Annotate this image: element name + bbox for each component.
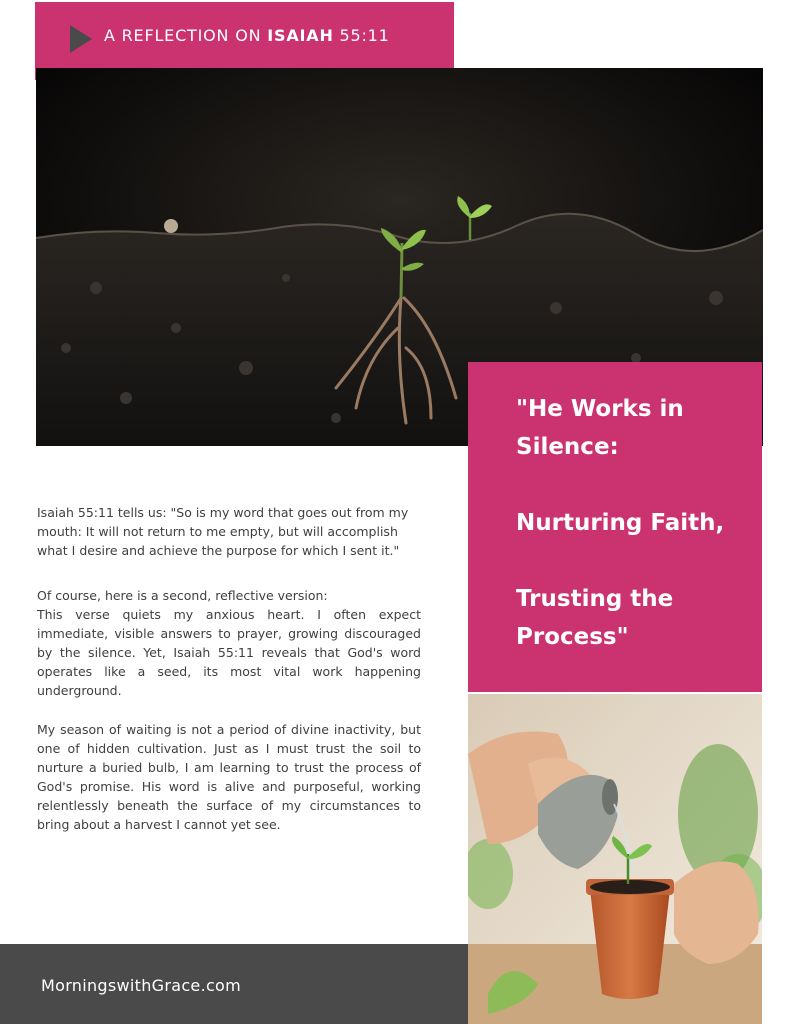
quote-line-6: Trusting the — [516, 586, 674, 612]
header-title — [104, 26, 390, 45]
paragraph-scripture: Isaiah 55:11 tells us: "So is my word that goes out from my mouth: It will not return to me empty, but will accomplish what I desire and achieve the purpose for which I sent it." — [37, 505, 409, 558]
quote-line-3 — [516, 466, 742, 504]
paragraph-waiting: My season of waiting is not a period of divine inactivity, but one of hidden cultivation. Just as I must trust the soil to nurture a buried bulb, I am learning to trust the process of God's promise. His word is alive and purposeful, working relentlessly beneath the surface of my circumstances to bring about a harvest I cannot yet see. — [37, 722, 421, 832]
quote-line-4: Nurturing Faith, — [516, 510, 725, 536]
pull-quote-box — [468, 362, 762, 692]
footer-website-link[interactable]: MorningswithGrace.com — [41, 976, 242, 995]
paragraph-reflection-body: This verse quiets my anxious heart. I often expect immediate, visible answers to prayer, growing discouraged by the silence. Yet, Isaiah 55:11 reveals that God's word operates like a seed, its most vital work happening underground. — [37, 607, 421, 698]
quote-line-2: Silence: — [516, 434, 619, 460]
paragraph-reflection — [37, 586, 421, 700]
quote-line-5 — [516, 542, 742, 580]
quote-line-1: "He Works in — [516, 396, 684, 422]
paragraph-reflection-intro: Of course, here is a second, reflective version: — [37, 588, 328, 603]
header-reference: ISAIAH — [267, 26, 334, 45]
play-triangle-icon — [70, 25, 92, 53]
footer-bar — [0, 944, 468, 1024]
photo-watering-seedling — [468, 694, 762, 1024]
header-verse: 55:11 — [339, 26, 390, 45]
header-prefix: A REFLECTION ON — [104, 26, 262, 45]
quote-line-7: Process" — [516, 624, 629, 650]
